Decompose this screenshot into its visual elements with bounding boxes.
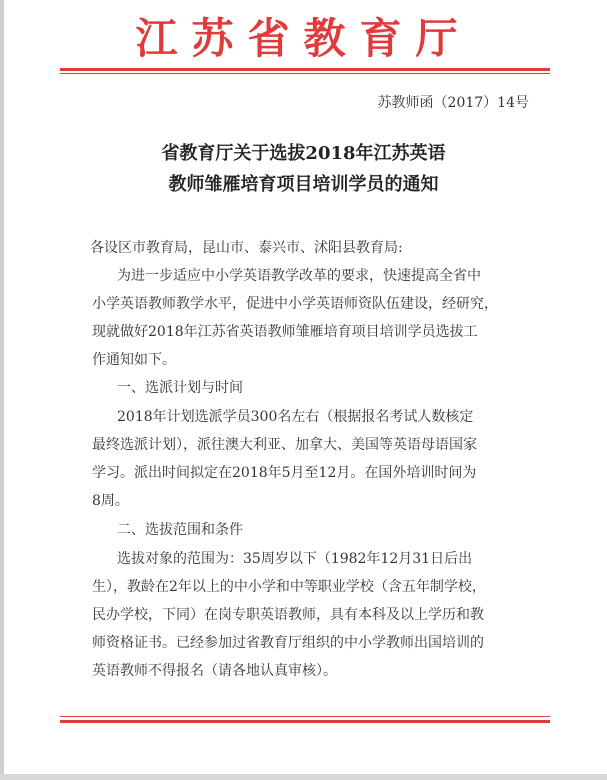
intro-line: 现就做好2018年江苏省英语教师雏雁培育项目培训学员选拔工 [92, 324, 478, 340]
section-2-line: 师资格证书。已经参加过省教育厅组织的中小学教师出国培训的 [92, 635, 484, 651]
section-2-heading: 二、选拔范围和条件 [117, 522, 243, 538]
section-2-line: 选拔对象的范围为：35周岁以下（1982年12月31日后出 [117, 551, 473, 567]
section-1-line: 2018年计划选派学员300名左右（根据报名考试人数核定 [117, 409, 474, 425]
header-rule-thick [60, 68, 550, 71]
intro-line: 作通知如下。 [92, 352, 176, 368]
salutation: 各设区市教育局，昆山市、泰兴市、沭阳县教育局: [90, 240, 403, 256]
section-1-line: 8周。 [92, 493, 129, 509]
intro-line: 为进一步适应中小学英语教学改革的要求，快速提高全省中 [117, 268, 481, 284]
section-2-line: 英语教师不得报名（请各地认真审核）。 [92, 663, 337, 679]
document-number: 苏教师函（2017）14号 [377, 95, 529, 111]
section-2-line: 生），教龄在2年以上的中小学和中等职业学校（含五年制学校， [92, 579, 486, 595]
header-rule-thin [60, 73, 550, 74]
footer-rule-thin [60, 716, 550, 717]
section-1-heading: 一、选派计划与时间 [117, 380, 243, 396]
title-line-2: 教师雏雁培育项目培训学员的通知 [168, 174, 439, 195]
scan-edge [0, 0, 4, 780]
scan-edge [0, 774, 607, 780]
title-line-1: 省教育厅关于选拔2018年江苏英语 [161, 143, 446, 164]
footer-rule-thick [60, 720, 550, 723]
issuer-header: 江苏省教育厅 [135, 14, 472, 63]
section-2-line: 民办学校，下同）在岗专职英语教师，具有本科及以上学历和教 [92, 607, 484, 623]
intro-line: 小学英语教师教学水平，促进中小学英语师资队伍建设，经研究， [92, 296, 498, 312]
section-1-line: 最终选派计划），派往澳大利亚、加拿大、美国等英语母语国家 [92, 437, 477, 453]
section-1-line: 学习。派出时间拟定在2018年5月至12月。在国外培训时间为 [92, 465, 477, 481]
